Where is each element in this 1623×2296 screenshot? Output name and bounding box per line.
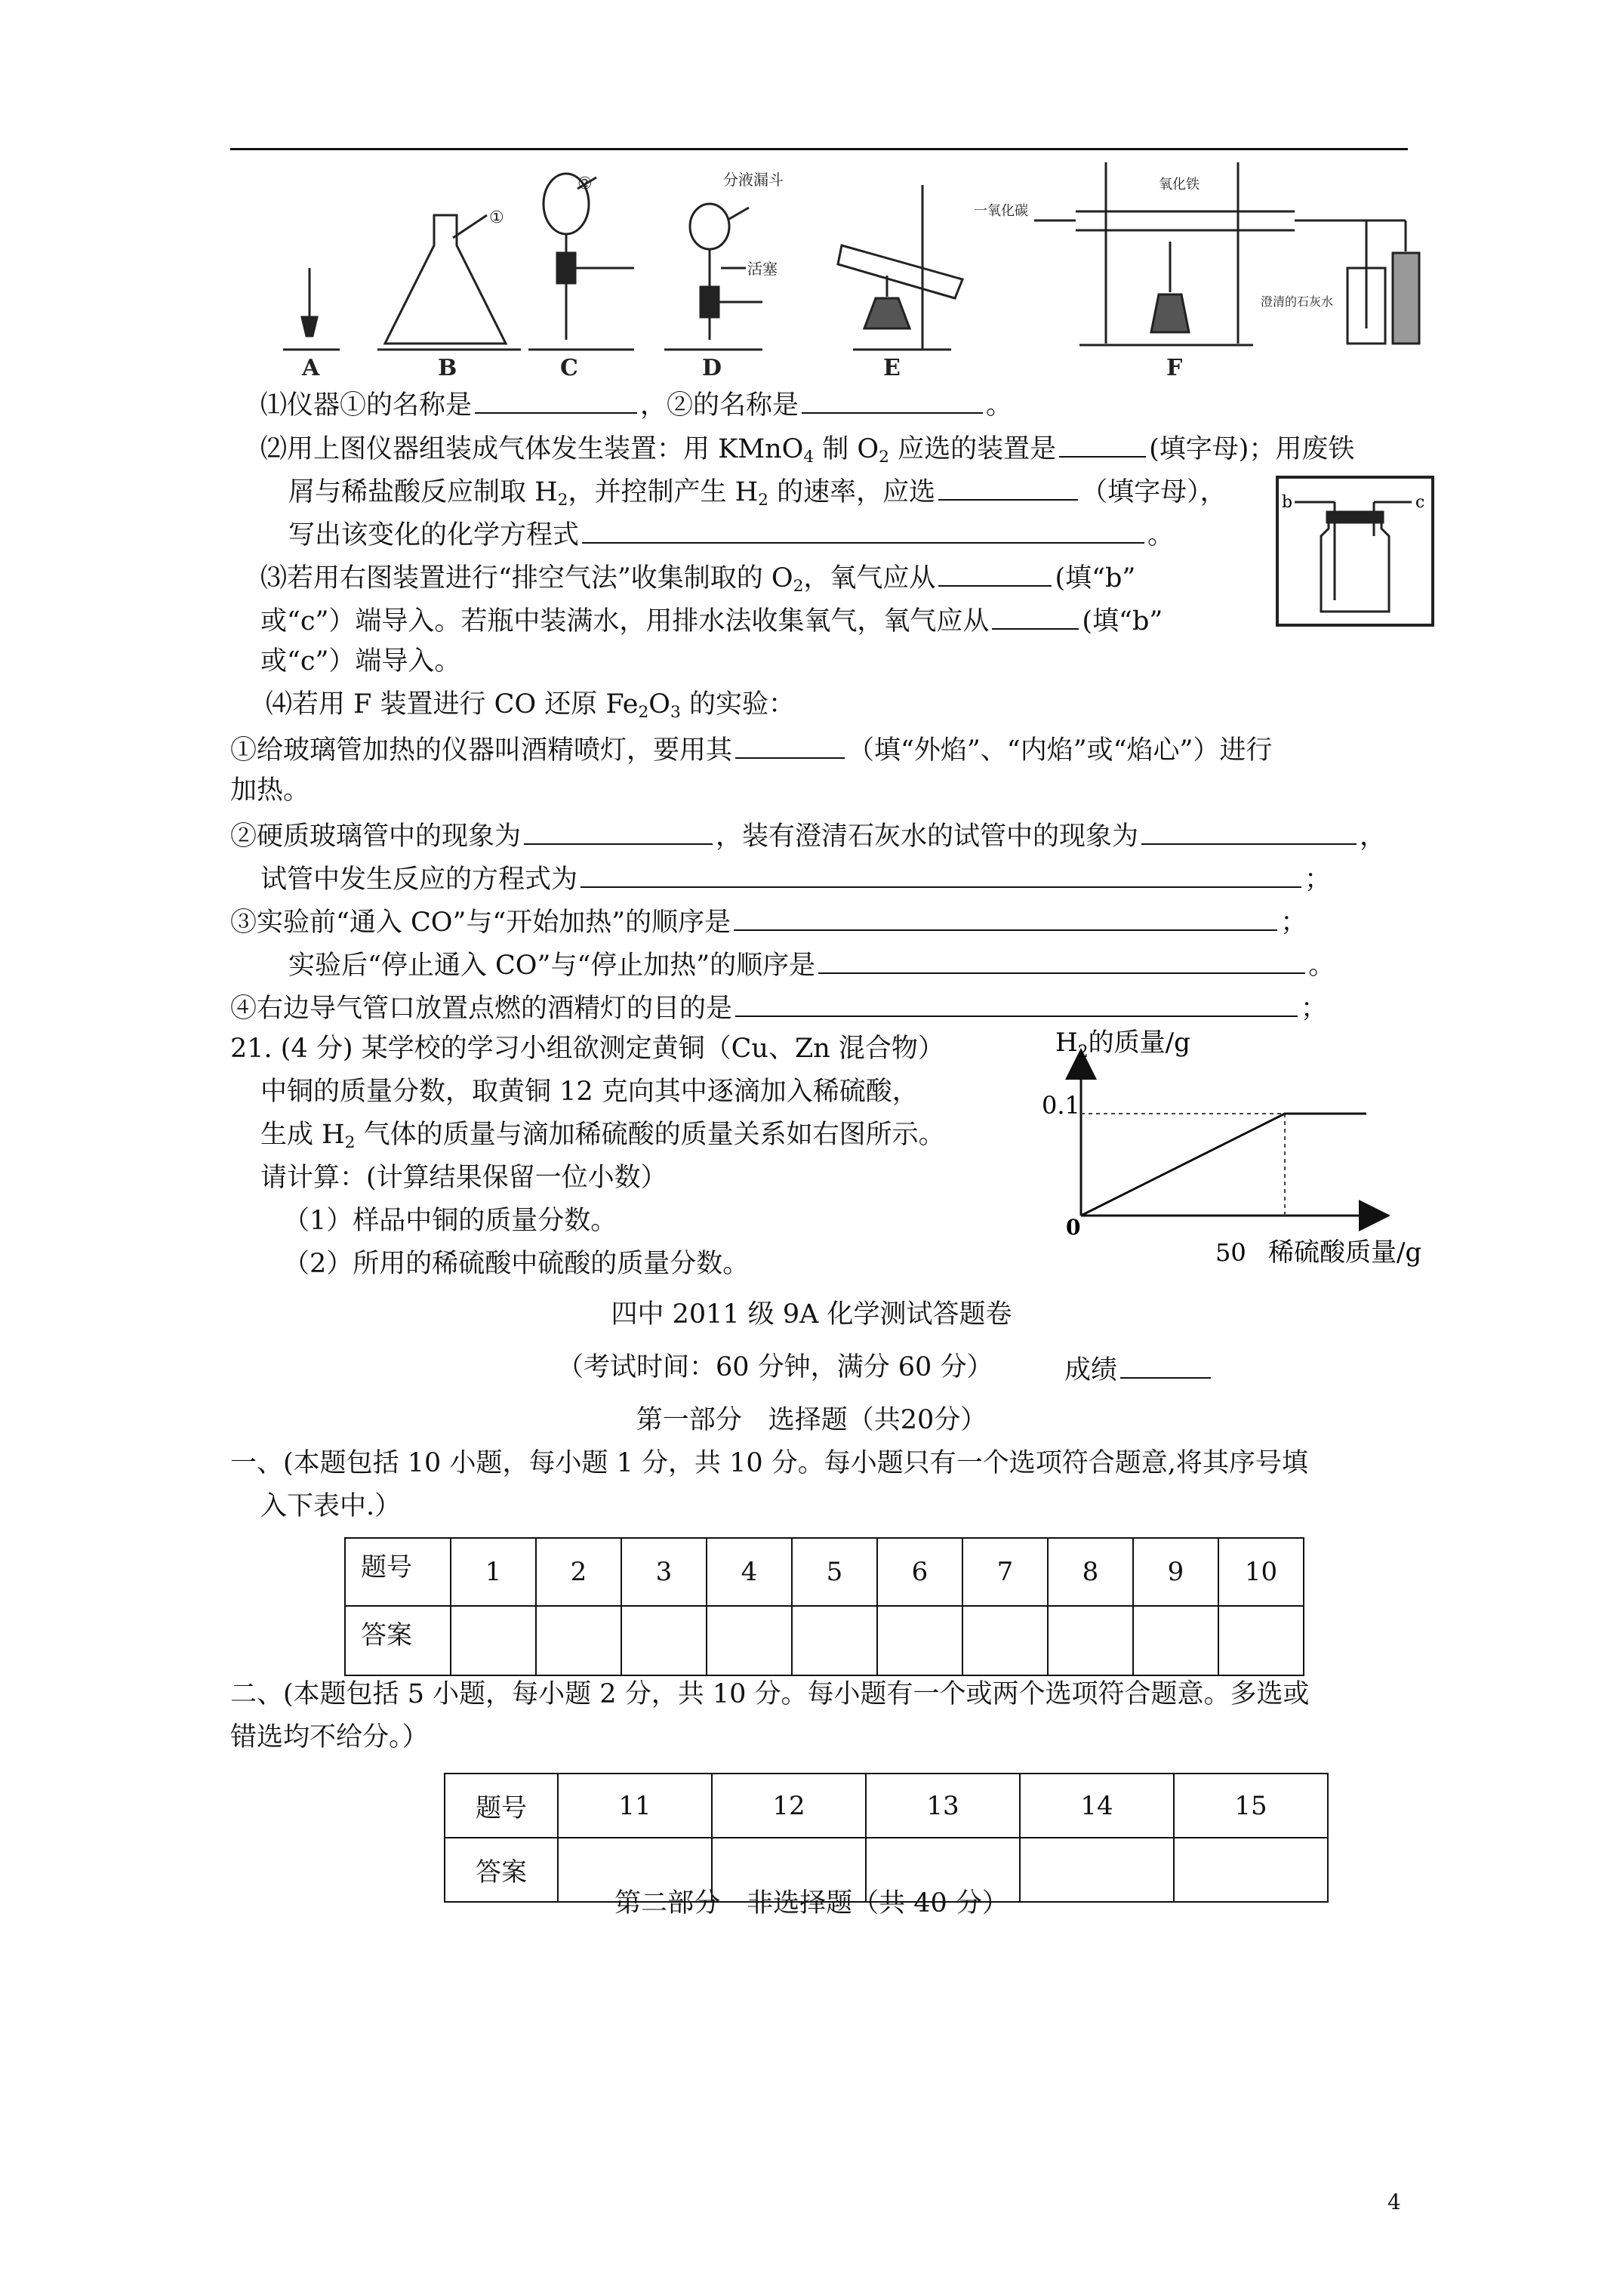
x-tick-label: 50 (1215, 1238, 1246, 1267)
table1-num: 2 (536, 1538, 621, 1606)
answer-blank[interactable] (818, 947, 1305, 974)
answer-cell[interactable] (451, 1606, 536, 1675)
answer-sheet-title: 四中 2011 级 9A 化学测试答题卷 (611, 1299, 1012, 1330)
table1-num: 6 (877, 1538, 962, 1606)
label-e: E (883, 355, 901, 381)
q20-part3-line2: 或“c”）端导入。若瓶中装满水，用排水法收集氧气，氧气应从 (填“b” (260, 603, 1163, 637)
table2-num: 11 (558, 1774, 712, 1838)
label-mark1: ① (489, 208, 504, 227)
q20-item3-line2: 实验后“停止通入 CO”与“停止加热”的顺序是 。 (288, 947, 1335, 982)
q20-part1: ⑴仪器①的名称是 ，②的名称是 。 (260, 387, 1012, 421)
answer-blank[interactable] (802, 387, 983, 414)
q20-part2-line1: ⑵用上图仪器组装成气体发生装置：用 KMnO$_4$ 制 $O_2$ 应选的装置是 (填字母)；用废铁 (260, 430, 1354, 465)
q20-item2-line2: 试管中发生反应的方程式为 ； (260, 861, 1331, 895)
origin-label: 0 (1066, 1215, 1081, 1240)
label-funnel: 分液漏斗 (723, 171, 784, 189)
answer-blank[interactable] (992, 603, 1079, 630)
label-limewater: 澄清的石灰水 (1261, 294, 1334, 309)
series-line (1081, 1114, 1366, 1216)
label-f: F (1166, 355, 1183, 381)
table2-num: 14 (1020, 1774, 1174, 1838)
section1-line1: 一、(本题包括 10 小题，每小题 1 分，共 10 分。每小题只有一个选项符合题意,将其序号填 (230, 1448, 1308, 1478)
q20-item1-line2: 加热。 (230, 775, 310, 806)
label-piston: 活塞 (747, 260, 778, 278)
q21-line5: （1）样品中铜的质量分数。 (283, 1206, 617, 1236)
x-axis-label: 稀硫酸质量/g (1268, 1237, 1422, 1268)
answer-blank[interactable] (734, 904, 1277, 931)
table2-head: 题号 (445, 1774, 558, 1838)
bottle-end-c: c (1415, 493, 1425, 512)
section2-line2: 错选均不给分。） (230, 1722, 429, 1752)
table2-num: 12 (712, 1774, 866, 1838)
answer-sheet-subtitle: （考试时间：60 分钟，满分 60 分） (557, 1352, 993, 1382)
table1-num: 4 (707, 1538, 792, 1606)
answer-table-2 (444, 1773, 1329, 1903)
answer-cell[interactable] (1133, 1606, 1218, 1675)
label-mark2: ② (577, 174, 593, 193)
q21-line3: 生成 $H_2$ 气体的质量与滴加稀硫酸的质量关系如右图所示。 (260, 1120, 945, 1153)
apparatus-figure (279, 155, 1427, 381)
table2-ans-label: 答案 (445, 1838, 558, 1902)
q20-part3-line3: 或“c”）端导入。 (260, 646, 461, 676)
answer-cell[interactable] (536, 1606, 621, 1675)
table1-head: 题号 (345, 1538, 451, 1606)
q20-part2-line3: 写出该变化的化学方程式 。 (288, 516, 1174, 551)
answer-blank[interactable] (938, 473, 1078, 501)
answer-cell[interactable] (707, 1606, 792, 1675)
table1-num: 1 (451, 1538, 536, 1606)
q20-item2-line1: ②硬质玻璃管中的现象为 ，装有澄清石灰水的试管中的现象为 ， (230, 818, 1386, 852)
q21-line2: 中铜的质量分数，取黄铜 12 克向其中逐滴加入稀硫酸， (260, 1077, 919, 1107)
q20-part4: ⑷若用 F 装置进行 CO 还原 $Fe_2O_3$ 的实验： (266, 689, 795, 723)
gas-bottle-figure (1276, 476, 1434, 627)
score-field: 成绩 (1064, 1351, 1214, 1386)
section1-line2: 入下表中.） (260, 1491, 402, 1521)
answer-blank[interactable] (524, 818, 713, 845)
q20-item4: ④右边导气管口放置点燃的酒精灯的目的是 ； (230, 990, 1327, 1025)
table1-num: 8 (1048, 1538, 1133, 1606)
answer-blank[interactable] (735, 990, 1298, 1017)
answer-cell[interactable] (877, 1606, 962, 1675)
table1-num: 10 (1218, 1538, 1304, 1606)
answer-blank[interactable] (1059, 430, 1146, 458)
q20-item3-line1: ③实验前“通入 CO”与“开始加热”的顺序是 ； (230, 904, 1307, 938)
answer-blank[interactable] (582, 516, 1144, 544)
q20-part3-line1: ⑶若用右图装置进行“排空气法”收集制取的 $O_2$，氧气应从 (填“b” (260, 559, 1135, 594)
answer-blank[interactable] (475, 387, 637, 414)
answer-cell[interactable] (962, 1606, 1048, 1675)
label-co: 一氧化碳 (974, 203, 1028, 219)
apparatus-a (283, 268, 340, 350)
h2-mass-chart (1034, 1019, 1457, 1276)
table1-num: 3 (621, 1538, 707, 1606)
answer-cell[interactable] (1048, 1606, 1133, 1675)
q21-line6: （2）所用的稀硫酸中硫酸的质量分数。 (283, 1249, 750, 1279)
label-fe2o3: 氧化铁 (1159, 177, 1200, 193)
score-blank[interactable] (1120, 1351, 1211, 1379)
q21-line4: 请计算：(计算结果保留一位小数） (260, 1163, 667, 1193)
apparatus-e (838, 185, 962, 350)
table1-num: 5 (792, 1538, 877, 1606)
header-rule (230, 148, 1408, 150)
table1-num: 7 (962, 1538, 1048, 1606)
apparatus-c (528, 174, 634, 350)
y-axis-label: $H_2$的质量/g (1055, 1028, 1190, 1062)
table2-num: 15 (1174, 1774, 1328, 1838)
answer-cell[interactable] (792, 1606, 877, 1675)
answer-blank[interactable] (1141, 818, 1357, 845)
label-d: D (702, 355, 722, 381)
apparatus-b (377, 215, 521, 350)
table2-num: 13 (866, 1774, 1020, 1838)
answer-blank[interactable] (735, 732, 845, 759)
y-tick-label: 0.1 (1042, 1091, 1080, 1120)
part1-heading: 第一部分 选择题（共20分） (636, 1405, 987, 1435)
answer-table-1 (344, 1537, 1304, 1676)
answer-blank[interactable] (581, 861, 1301, 888)
table1-ans-label: 答案 (345, 1606, 451, 1675)
label-c: C (560, 355, 578, 381)
bottle-end-b: b (1282, 493, 1293, 512)
table1-num: 9 (1133, 1538, 1218, 1606)
q21-line1: 21. (4 分) 某学校的学习小组欲测定黄铜（Cu、Zn 混合物） (230, 1034, 944, 1064)
apparatus-f (1034, 162, 1419, 345)
label-a: A (302, 355, 320, 381)
answer-blank[interactable] (938, 559, 1052, 587)
section2-line1: 二、(本题包括 5 小题，每小题 2 分，共 10 分。每小题有一个或两个选项符合题意。多选或 (230, 1679, 1310, 1709)
answer-cell[interactable] (621, 1606, 707, 1675)
answer-cell[interactable] (1218, 1606, 1304, 1675)
q20-part2-line2: 屑与稀盐酸反应制取 $H_2$，并控制产生 $H_2$ 的速率，应选 （填字母）， (288, 473, 1227, 508)
page-number: 4 (1387, 2190, 1401, 2214)
label-b: B (438, 355, 457, 381)
q20-item1-line1: ①给玻璃管加热的仪器叫酒精喷灯，要用其 （填“外焰”、“内焰”或“焰心”）进行 (230, 732, 1272, 766)
part2-heading: 第二部分 非选择题（共 40 分） (614, 1888, 1009, 1918)
